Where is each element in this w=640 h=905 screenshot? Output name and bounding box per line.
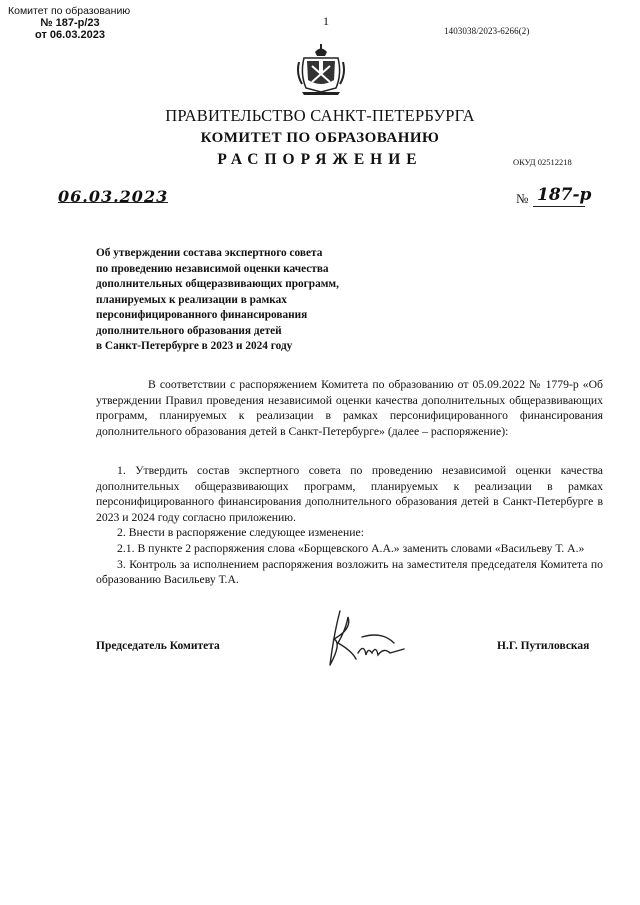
committee-name: КОМИТЕТ ПО ОБРАЗОВАНИЮ	[200, 130, 440, 146]
signatory-name: Н.Г. Путиловская	[497, 640, 590, 652]
preamble-paragraph: В соответствии с распоряжением Комитета по образованию от 05.09.2022 № 1779-р «Об утверждении Правил проведения независимой оценки качества дополнительных общеразвивающих программ, планируемых к реализации в рамках персонифицированного финансирования дополнительного образования детей в Санкт-Петербурге» (далее – распоряжение):	[96, 378, 603, 438]
stamp-number: № 187-р/23	[40, 17, 100, 29]
coat-of-arms-icon	[296, 44, 346, 96]
document-title	[96, 246, 396, 355]
stamp-organization: Комитет по образованию	[8, 5, 131, 17]
number-underline	[533, 206, 585, 207]
stamp-date: от 06.03.2023	[35, 29, 105, 41]
handwritten-date-text: 06.03.2023	[58, 187, 169, 206]
signatory-position: Председатель Комитета	[96, 640, 220, 652]
item-3: 3. Контроль за исполнением распоряжения возложить на заместителя председателя Комитета по образованию Васильеву Т.А.	[96, 557, 603, 587]
registration-number: 1403038/2023-6266(2)	[444, 26, 530, 36]
handwritten-date	[58, 187, 168, 205]
title-line: персонифицированного финансирования	[96, 309, 308, 321]
title-line: Об утверждении состава экспертного совета	[96, 247, 323, 259]
title-line: планируемых к реализации в рамках	[96, 293, 287, 306]
page-number: 1	[323, 14, 329, 28]
handwritten-signature	[312, 603, 412, 673]
okud-code: ОКУД 02512218	[513, 157, 572, 167]
number-label: №	[516, 191, 529, 206]
item-1: 1. Утвердить состав экспертного совета по проведению независимой оценки качества дополнительных общеразвивающих программ, планируемых к реализации в рамках персонифицированного финансирования дополнительного образования детей в Санкт-Петербурге в 2023 и 2024 году согласно приложению.	[96, 464, 603, 524]
title-line: дополнительных общеразвивающих программ,	[96, 278, 339, 290]
document-type: РАСПОРЯЖЕНИЕ	[217, 151, 423, 168]
title-line: в Санкт-Петербурге в 2023 и 2024 году	[96, 340, 293, 352]
title-line: дополнительного образования детей	[96, 324, 282, 337]
item-2: 2. Внести в распоряжение следующее изменение:	[117, 526, 364, 540]
title-line: по проведению независимой оценки качества	[96, 262, 329, 275]
resolution-items	[96, 463, 603, 588]
item-2-1: 2.1. В пункте 2 распоряжения слова «Борщевского А.А.» заменить словами «Васильеву Т. А.»	[117, 541, 585, 555]
government-name: ПРАВИТЕЛЬСТВО САНКТ-ПЕТЕРБУРГА	[165, 106, 475, 125]
registration-stamp	[8, 5, 132, 41]
handwritten-number: 187-р	[537, 185, 592, 205]
